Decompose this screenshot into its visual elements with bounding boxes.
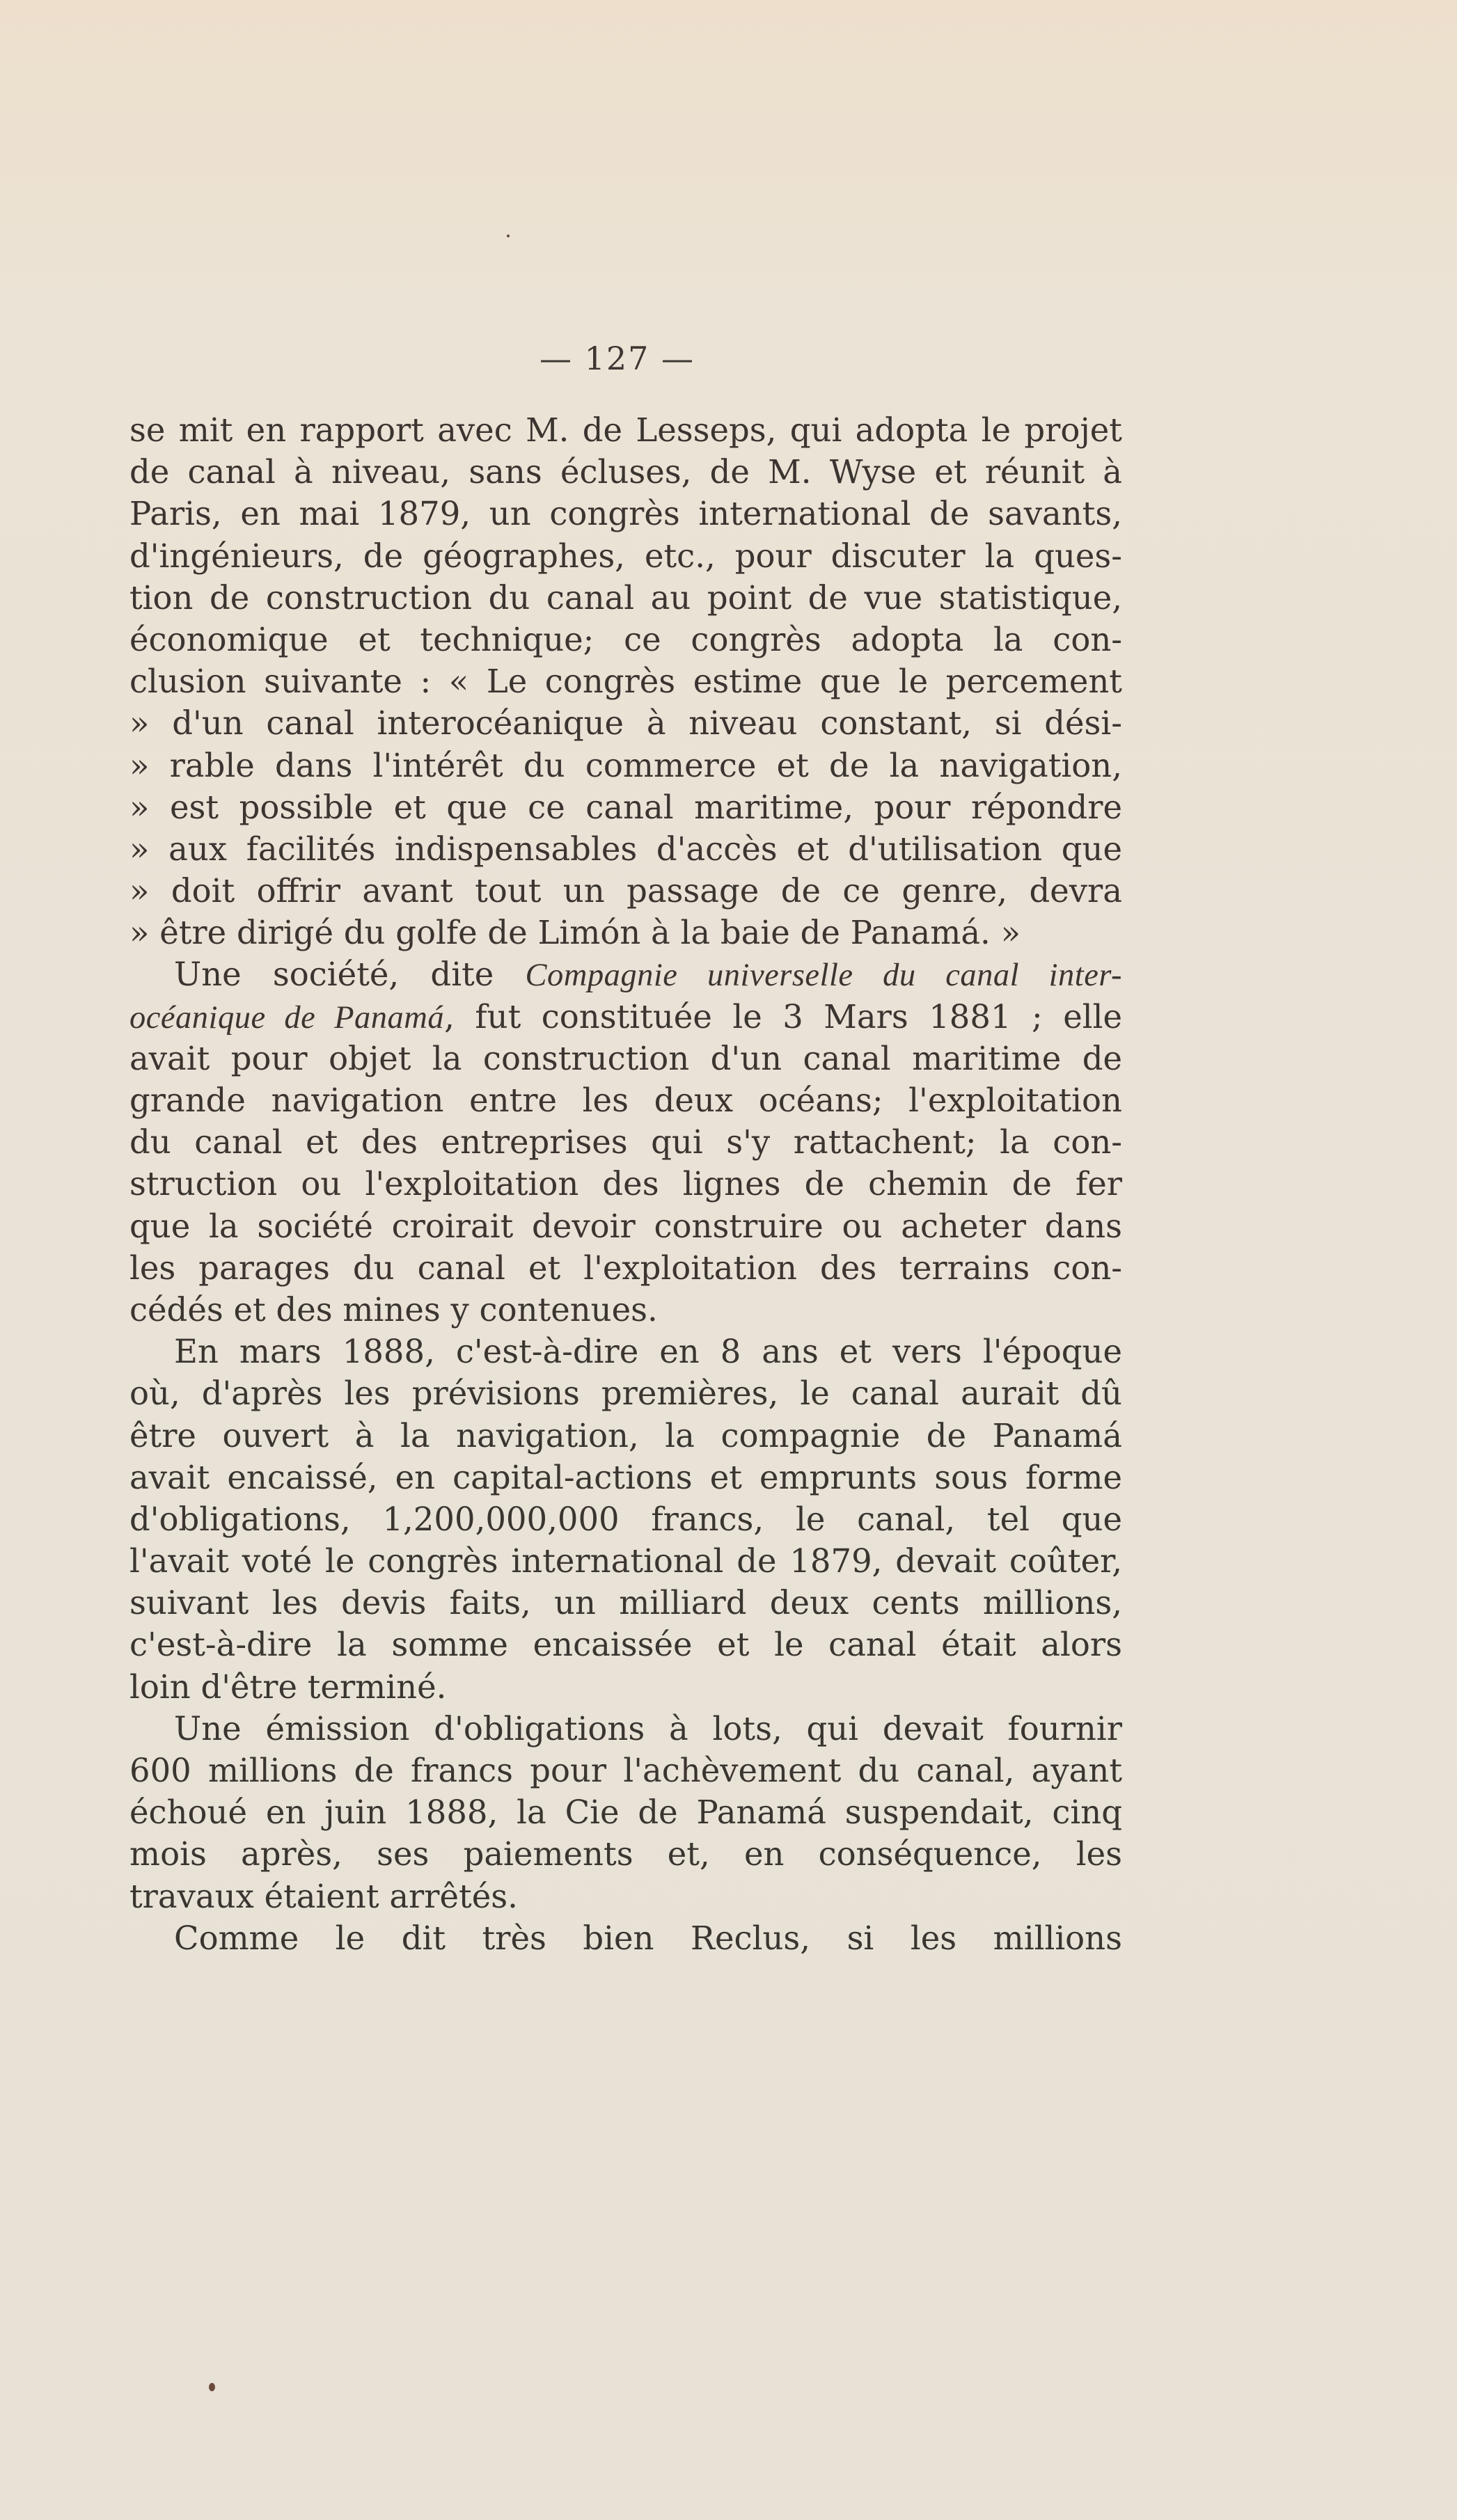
text-line: que la société croirait devoir construire ou acheter dans <box>129 1207 1122 1245</box>
text-line: loin d'être terminé. <box>129 1667 447 1706</box>
paragraph-start-line: Comme le dit très bien Reclus, si les millions <box>174 1919 1122 1957</box>
text-line: c'est-à-dire la somme encaissée et le canal était alors <box>129 1626 1122 1664</box>
text-line: les parages du canal et l'exploitation des terrains con- <box>129 1249 1122 1287</box>
text-line: 600 millions de francs pour l'achèvement du canal, ayant <box>129 1752 1122 1789</box>
quote-line: » rable dans l'intérêt du commerce et de la navigation, <box>129 746 1122 784</box>
quote-line: » d'un canal interocéanique à niveau constant, si dési- <box>129 704 1122 743</box>
text-line: mois après, ses paiements et, en conséquence, les <box>129 1835 1122 1873</box>
text-line: échoué en juin 1888, la Cie de Panamá suspendait, cinq <box>129 1793 1122 1832</box>
paper-speck <box>209 2383 215 2391</box>
quote-line: » aux facilités indispensables d'accès et d'utilisation que <box>129 830 1122 868</box>
page-number: — 127 — <box>539 340 695 377</box>
text-line: être ouvert à la navigation, la compagnie de Panamá <box>129 1416 1122 1455</box>
text-line: d'ingénieurs, de géographes, etc., pour discuter la ques- <box>129 537 1122 575</box>
quote-line: » est possible et que ce canal maritime, pour répondre <box>129 788 1122 826</box>
paper-speck <box>507 235 510 237</box>
paragraph-start-line: Une société, dite Compagnie universelle du canal inter- <box>174 956 1122 994</box>
text-line: se mit en rapport avec M. de Lesseps, qui adopta le projet <box>129 411 1122 449</box>
text-line: suivant les devis faits, un milliard deux cents millions, <box>129 1584 1122 1622</box>
body-text <box>129 409 1122 1959</box>
text-line: clusion suivante : « Le congrès estime que le percement <box>129 663 1122 701</box>
quote-line: » doit offrir avant tout un passage de ce genre, devra <box>129 872 1122 910</box>
quote-line: » être dirigé du golfe de Limón à la baie de Panamá. » <box>129 914 1021 952</box>
text-line: économique et technique; ce congrès adopta la con- <box>129 620 1122 658</box>
company-name-italic: Compagnie universelle du canal inter- <box>525 958 1122 994</box>
text-line: océanique de Panamá, fut constituée le 3 Mars 1881 ; elle <box>129 997 1122 1036</box>
company-name-italic: océanique de Panamá <box>129 999 445 1036</box>
text-line: avait encaissé, en capital-actions et emprunts sous forme <box>129 1458 1122 1496</box>
text-line: de canal à niveau, sans écluses, de M. Wyse et réunit à <box>129 453 1122 491</box>
paragraph-start-line: En mars 1888, c'est-à-dire en 8 ans et vers l'époque <box>174 1333 1122 1371</box>
text-line: Paris, en mai 1879, un congrès international de savants, <box>129 495 1122 533</box>
text-line: où, d'après les prévisions premières, le canal aurait dû <box>129 1374 1122 1413</box>
text-line: tion de construction du canal au point de vue statistique, <box>129 578 1122 617</box>
text-line: d'obligations, 1,200,000,000 francs, le canal, tel que <box>129 1500 1122 1538</box>
text-line: grande navigation entre les deux océans; l'exploitation <box>129 1081 1122 1119</box>
text-line: travaux étaient arrêtés. <box>129 1877 518 1915</box>
text-line: du canal et des entreprises qui s'y rattachent; la con- <box>129 1123 1122 1162</box>
text-line: struction ou l'exploitation des lignes de chemin de fer <box>129 1165 1122 1203</box>
text-line: cédés et des mines y contenues. <box>129 1290 658 1329</box>
paragraph-start-line: Une émission d'obligations à lots, qui devait fournir <box>174 1709 1122 1748</box>
text-line: l'avait voté le congrès international de 1879, devait coûter, <box>129 1542 1122 1580</box>
text-line: avait pour objet la construction d'un canal maritime de <box>129 1039 1122 1077</box>
